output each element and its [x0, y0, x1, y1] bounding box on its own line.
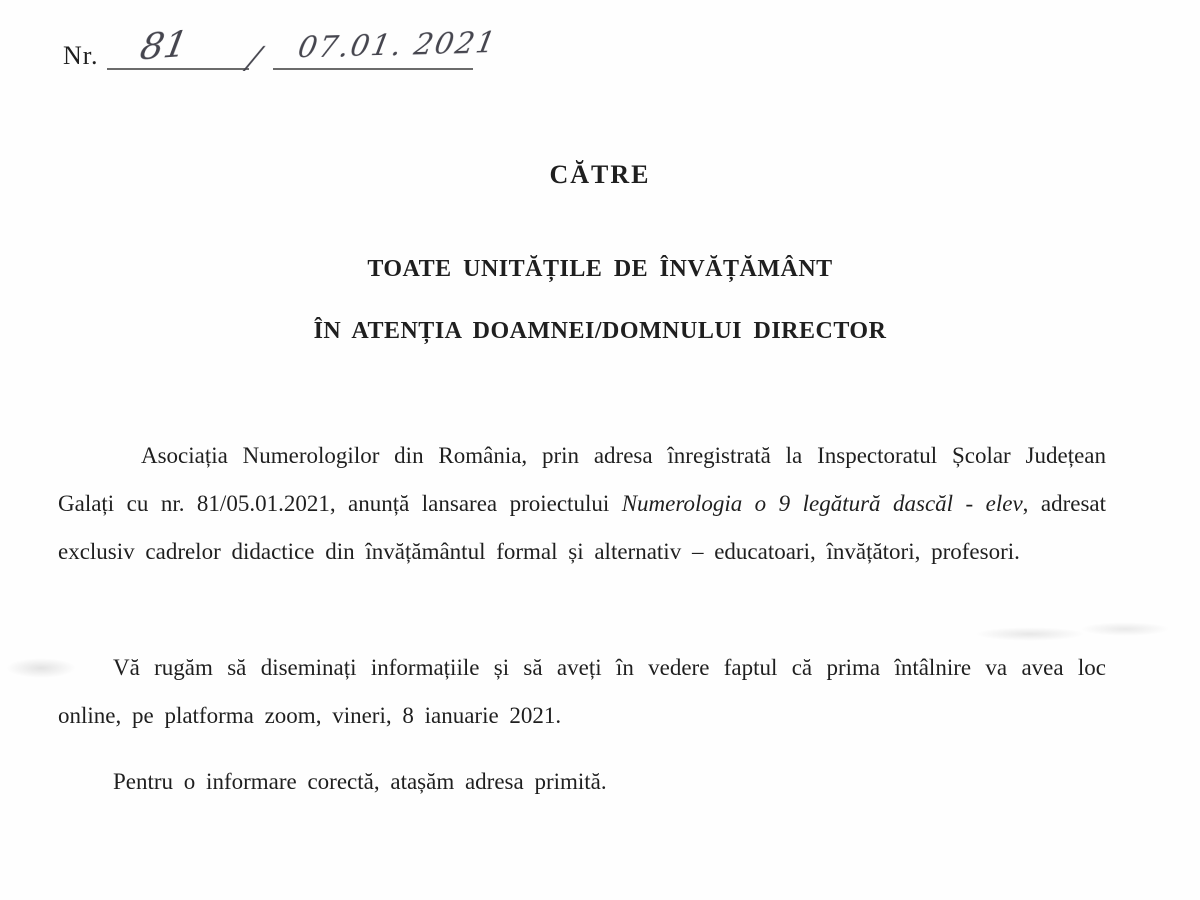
registration-date-blank	[273, 25, 500, 70]
salutation-heading: CĂTRE	[549, 160, 651, 189]
registration-number-blank	[107, 24, 249, 70]
announcement-text-after-title: , adresat exclusiv cadrelor didactice din învățământul formal și alternativ – educatoari, învățători, profesori.	[58, 491, 1106, 564]
addressee-heading-line2: ÎN ATENȚIA DOAMNEI/DOMNULUI DIRECTOR	[313, 318, 887, 344]
handwritten-registration-number: 81	[136, 24, 191, 69]
announcement-text-before-title: Asociația Numerologilor din România, prin adresa înregistrată la Inspectoratul Școlar Județean Galați cu nr. 81/05.01.2021, anunță lansarea proiectului	[58, 443, 1106, 516]
registration-line	[63, 24, 500, 76]
scan-smudge	[975, 627, 1085, 641]
registration-number-label: Nr.	[63, 41, 99, 70]
paragraph-dissemination-request: Vă rugăm să diseminați informațiile și să aveți în vedere faptul că prima întâlnire va avea loc online, pe platforma zoom, vineri, 8 ianuarie 2021.	[58, 655, 1106, 728]
handwritten-slash: /	[242, 41, 265, 76]
scan-smudge	[1080, 622, 1170, 636]
handwritten-registration-date: 07.01. 2021	[294, 25, 500, 65]
project-title-italic: Numerologia o 9 legătură dascăl - elev	[621, 491, 1023, 516]
paragraph-project-announcement	[58, 432, 1106, 576]
paragraph-attachment-note: Pentru o informare corectă, atașăm adresa primită.	[113, 769, 607, 794]
addressee-heading-line1: TOATE UNITĂȚILE DE ÎNVĂȚĂMÂNT	[367, 256, 833, 282]
